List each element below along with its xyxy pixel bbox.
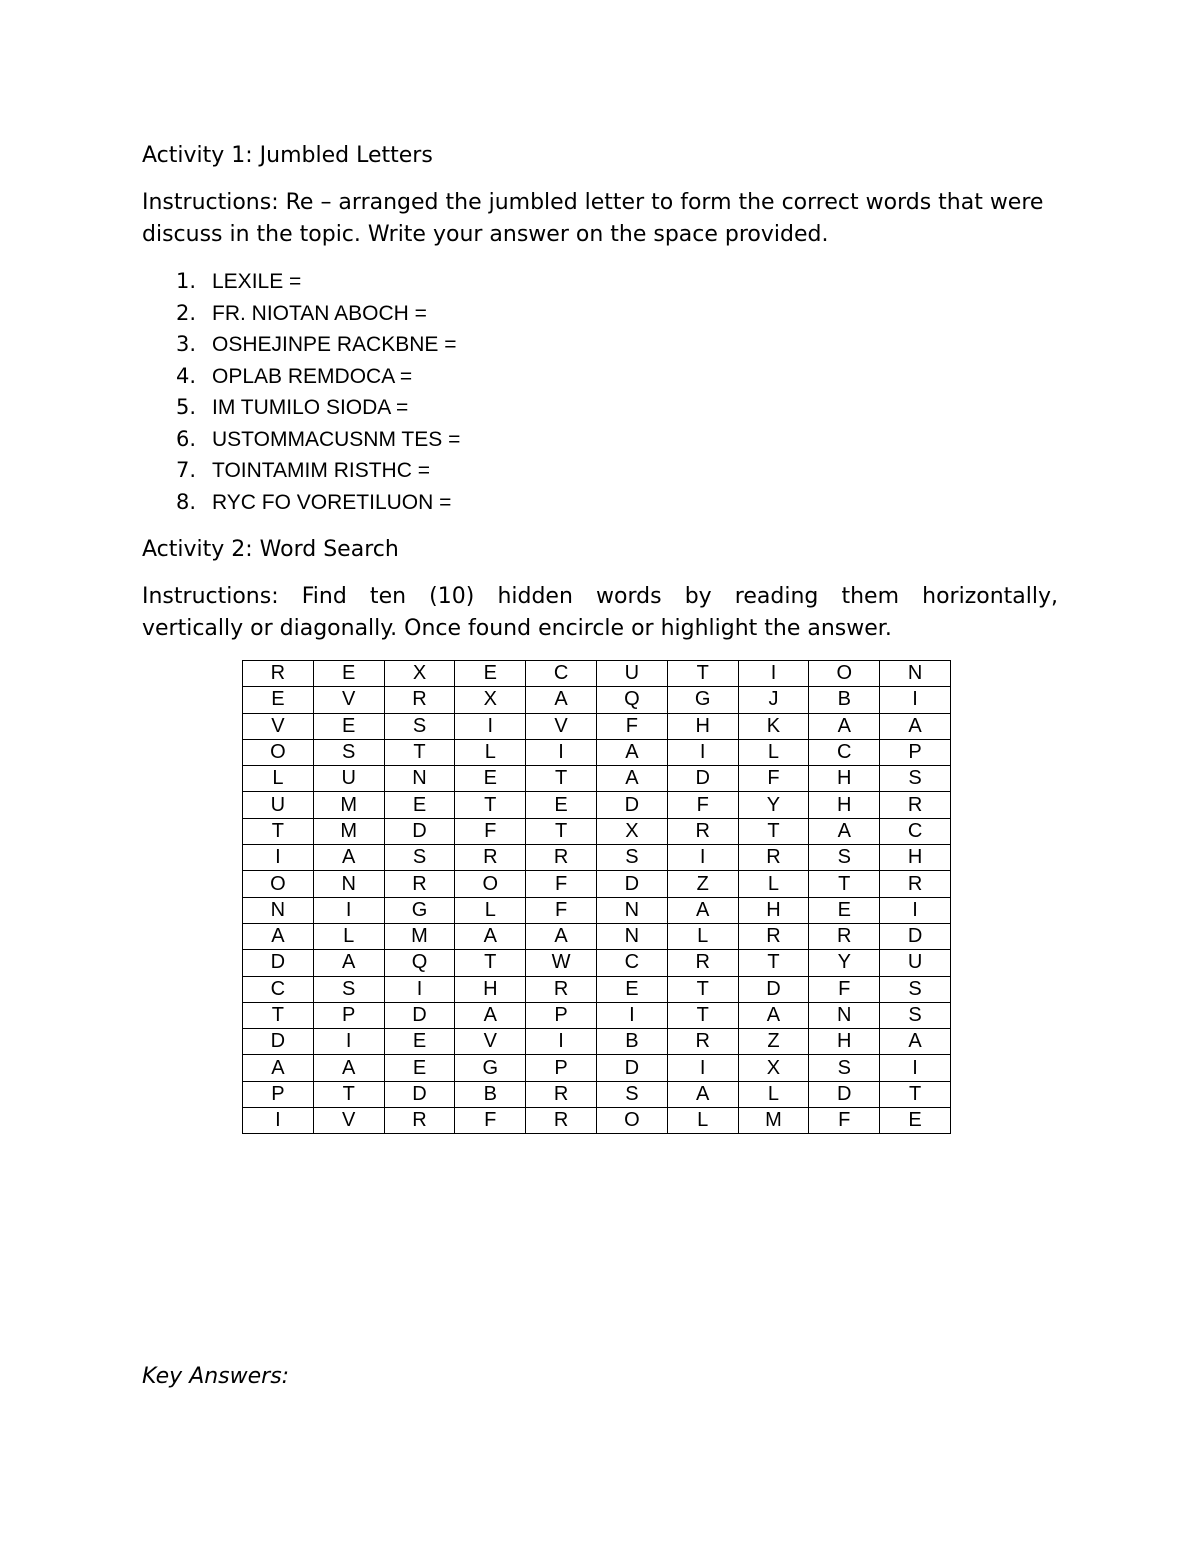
- grid-cell[interactable]: L: [455, 739, 526, 765]
- grid-cell[interactable]: A: [526, 923, 597, 949]
- grid-cell[interactable]: T: [667, 976, 738, 1002]
- grid-cell[interactable]: U: [313, 766, 384, 792]
- jumbled-word-text: TOINTAMIM RISTHC =: [212, 459, 430, 482]
- grid-cell[interactable]: V: [243, 713, 314, 739]
- grid-cell[interactable]: U: [243, 792, 314, 818]
- grid-cell[interactable]: A: [880, 1029, 951, 1055]
- activity-2-instructions-line-2: vertically or diagonally. Once found encircle or highlight the answer.: [142, 616, 892, 641]
- grid-cell[interactable]: C: [596, 950, 667, 976]
- grid-cell[interactable]: R: [526, 845, 597, 871]
- grid-cell[interactable]: T: [313, 1081, 384, 1107]
- grid-cell[interactable]: F: [455, 1108, 526, 1134]
- grid-cell[interactable]: A: [880, 713, 951, 739]
- grid-row: [243, 976, 951, 1002]
- word-search-grid: [242, 660, 951, 1134]
- grid-cell[interactable]: H: [809, 1029, 880, 1055]
- grid-row: [243, 1029, 951, 1055]
- grid-cell[interactable]: R: [667, 1029, 738, 1055]
- grid-cell[interactable]: H: [455, 976, 526, 1002]
- activity-1-instructions: Instructions: Re – arranged the jumbled letter to form the correct words that were discuss in the topic. Write your answer on the space provided.: [142, 190, 1044, 247]
- grid-cell[interactable]: A: [809, 818, 880, 844]
- grid-row: [243, 923, 951, 949]
- grid-cell[interactable]: D: [243, 950, 314, 976]
- grid-cell[interactable]: S: [313, 976, 384, 1002]
- grid-cell[interactable]: O: [243, 739, 314, 765]
- grid-cell[interactable]: R: [738, 845, 809, 871]
- grid-row: [243, 1002, 951, 1028]
- grid-cell[interactable]: D: [667, 766, 738, 792]
- grid-cell[interactable]: I: [526, 1029, 597, 1055]
- grid-cell[interactable]: T: [455, 792, 526, 818]
- grid-cell[interactable]: F: [596, 713, 667, 739]
- grid-cell[interactable]: P: [526, 1055, 597, 1081]
- grid-cell[interactable]: R: [667, 950, 738, 976]
- grid-cell[interactable]: R: [455, 845, 526, 871]
- grid-cell[interactable]: S: [880, 976, 951, 1002]
- grid-cell[interactable]: T: [667, 661, 738, 687]
- grid-cell[interactable]: F: [455, 818, 526, 844]
- grid-cell[interactable]: E: [455, 661, 526, 687]
- jumbled-word-text: LEXILE =: [212, 270, 302, 293]
- jumbled-word-text: USTOMMACUSNM TES =: [212, 427, 461, 451]
- grid-cell[interactable]: D: [596, 792, 667, 818]
- grid-cell[interactable]: G: [667, 687, 738, 713]
- grid-cell[interactable]: L: [313, 923, 384, 949]
- grid-cell[interactable]: D: [384, 1081, 455, 1107]
- grid-cell[interactable]: S: [880, 766, 951, 792]
- grid-cell[interactable]: C: [880, 818, 951, 844]
- grid-cell[interactable]: Z: [738, 1029, 809, 1055]
- grid-cell[interactable]: T: [667, 1002, 738, 1028]
- grid-cell[interactable]: I: [667, 845, 738, 871]
- grid-cell[interactable]: T: [526, 818, 597, 844]
- jumbled-word-number: 7.: [176, 458, 197, 482]
- jumbled-word-item: [142, 487, 460, 519]
- activity-2-instructions: [142, 581, 1058, 645]
- grid-cell[interactable]: X: [738, 1055, 809, 1081]
- grid-cell[interactable]: O: [809, 661, 880, 687]
- grid-cell[interactable]: H: [809, 766, 880, 792]
- grid-cell[interactable]: H: [809, 792, 880, 818]
- grid-cell[interactable]: T: [738, 950, 809, 976]
- jumbled-word-text: OPLAB REMDOCA =: [212, 364, 413, 388]
- grid-cell[interactable]: H: [880, 845, 951, 871]
- jumbled-words-list: [142, 266, 460, 518]
- jumbled-word-text: RYC FO VORETILUON =: [212, 490, 452, 514]
- grid-cell[interactable]: N: [243, 897, 314, 923]
- grid-cell[interactable]: E: [243, 687, 314, 713]
- grid-cell[interactable]: F: [738, 766, 809, 792]
- grid-cell[interactable]: T: [384, 739, 455, 765]
- jumbled-word-text: FR. NIOTAN ABOCH =: [212, 301, 427, 325]
- grid-cell[interactable]: E: [384, 1055, 455, 1081]
- grid-row: [243, 1081, 951, 1107]
- grid-row: [243, 897, 951, 923]
- grid-cell[interactable]: N: [313, 871, 384, 897]
- jumbled-word-item: [142, 424, 460, 456]
- grid-cell[interactable]: I: [384, 976, 455, 1002]
- grid-cell[interactable]: V: [455, 1029, 526, 1055]
- grid-cell[interactable]: E: [596, 976, 667, 1002]
- grid-cell[interactable]: S: [596, 845, 667, 871]
- grid-cell[interactable]: T: [243, 818, 314, 844]
- grid-cell[interactable]: T: [809, 871, 880, 897]
- grid-cell[interactable]: I: [880, 1055, 951, 1081]
- activity-1-title: Activity 1: Jumbled Letters: [142, 143, 433, 168]
- grid-cell[interactable]: I: [455, 713, 526, 739]
- grid-cell[interactable]: V: [526, 713, 597, 739]
- grid-cell[interactable]: M: [313, 818, 384, 844]
- grid-cell[interactable]: C: [243, 976, 314, 1002]
- grid-cell[interactable]: G: [455, 1055, 526, 1081]
- grid-cell[interactable]: E: [313, 713, 384, 739]
- grid-cell[interactable]: I: [313, 897, 384, 923]
- grid-cell[interactable]: S: [384, 713, 455, 739]
- grid-cell[interactable]: L: [738, 739, 809, 765]
- grid-cell[interactable]: Z: [667, 871, 738, 897]
- grid-cell[interactable]: I: [738, 661, 809, 687]
- jumbled-word-item: [142, 392, 460, 424]
- grid-cell[interactable]: I: [243, 845, 314, 871]
- grid-cell[interactable]: T: [526, 766, 597, 792]
- grid-cell[interactable]: X: [384, 661, 455, 687]
- grid-cell[interactable]: N: [880, 661, 951, 687]
- grid-cell[interactable]: H: [667, 713, 738, 739]
- grid-cell[interactable]: L: [667, 923, 738, 949]
- grid-cell[interactable]: D: [880, 923, 951, 949]
- grid-cell[interactable]: G: [384, 897, 455, 923]
- grid-cell[interactable]: C: [809, 739, 880, 765]
- jumbled-word-item: [142, 266, 460, 298]
- jumbled-word-number: 1.: [176, 269, 197, 293]
- grid-cell[interactable]: T: [243, 1002, 314, 1028]
- grid-cell[interactable]: K: [738, 713, 809, 739]
- grid-cell[interactable]: T: [880, 1081, 951, 1107]
- grid-cell[interactable]: B: [596, 1029, 667, 1055]
- grid-row: [243, 766, 951, 792]
- jumbled-word-text: IM TUMILO SIODA =: [212, 396, 409, 419]
- grid-cell[interactable]: H: [738, 897, 809, 923]
- grid-cell[interactable]: E: [526, 792, 597, 818]
- jumbled-word-number: 2.: [176, 300, 197, 325]
- grid-cell[interactable]: S: [809, 845, 880, 871]
- grid-cell[interactable]: E: [809, 897, 880, 923]
- jumbled-word-item: [142, 455, 460, 487]
- grid-cell[interactable]: E: [880, 1108, 951, 1134]
- grid-cell[interactable]: X: [596, 818, 667, 844]
- jumbled-word-number: 6.: [176, 426, 197, 451]
- jumbled-word-text: OSHEJINPE RACKBNE =: [212, 333, 457, 356]
- grid-row: [243, 845, 951, 871]
- grid-row: [243, 739, 951, 765]
- grid-cell[interactable]: I: [313, 1029, 384, 1055]
- jumbled-word-number: 5.: [176, 395, 197, 419]
- grid-cell[interactable]: N: [809, 1002, 880, 1028]
- grid-cell[interactable]: A: [313, 950, 384, 976]
- grid-cell[interactable]: A: [738, 1002, 809, 1028]
- grid-cell[interactable]: R: [667, 818, 738, 844]
- grid-row: [243, 687, 951, 713]
- grid-cell[interactable]: Q: [384, 950, 455, 976]
- grid-cell[interactable]: S: [384, 845, 455, 871]
- grid-cell[interactable]: P: [313, 1002, 384, 1028]
- grid-cell[interactable]: S: [880, 1002, 951, 1028]
- grid-cell[interactable]: I: [596, 1002, 667, 1028]
- grid-row: [243, 950, 951, 976]
- grid-cell[interactable]: O: [455, 871, 526, 897]
- grid-cell[interactable]: A: [243, 1055, 314, 1081]
- grid-cell[interactable]: P: [880, 739, 951, 765]
- grid-cell[interactable]: S: [313, 739, 384, 765]
- grid-row: [243, 661, 951, 687]
- grid-cell[interactable]: N: [596, 923, 667, 949]
- grid-cell[interactable]: P: [526, 1002, 597, 1028]
- grid-cell[interactable]: A: [313, 845, 384, 871]
- grid-cell[interactable]: F: [526, 871, 597, 897]
- grid-cell[interactable]: D: [596, 871, 667, 897]
- grid-cell[interactable]: E: [384, 1029, 455, 1055]
- grid-cell[interactable]: B: [455, 1081, 526, 1107]
- grid-cell[interactable]: P: [243, 1081, 314, 1107]
- grid-cell[interactable]: R: [526, 976, 597, 1002]
- grid-cell[interactable]: M: [738, 1108, 809, 1134]
- grid-cell[interactable]: E: [313, 661, 384, 687]
- grid-cell[interactable]: F: [667, 792, 738, 818]
- jumbled-word-item: [142, 298, 460, 330]
- grid-row: [243, 818, 951, 844]
- grid-cell[interactable]: R: [526, 1108, 597, 1134]
- grid-cell[interactable]: F: [809, 976, 880, 1002]
- grid-cell[interactable]: I: [243, 1108, 314, 1134]
- grid-cell[interactable]: D: [596, 1055, 667, 1081]
- grid-cell[interactable]: D: [243, 1029, 314, 1055]
- grid-cell[interactable]: A: [313, 1055, 384, 1081]
- jumbled-word-number: 4.: [176, 363, 197, 388]
- grid-cell[interactable]: U: [596, 661, 667, 687]
- grid-cell[interactable]: Q: [596, 687, 667, 713]
- activity-2-title: Activity 2: Word Search: [142, 537, 399, 562]
- grid-cell[interactable]: A: [455, 1002, 526, 1028]
- activity-2-instructions-line-1: Instructions: Find ten (10) hidden words by reading them horizontally,: [142, 584, 1058, 609]
- grid-cell[interactable]: T: [738, 818, 809, 844]
- grid-cell[interactable]: C: [526, 661, 597, 687]
- grid-cell[interactable]: T: [455, 950, 526, 976]
- grid-cell[interactable]: D: [738, 976, 809, 1002]
- grid-cell[interactable]: L: [667, 1108, 738, 1134]
- grid-cell[interactable]: N: [596, 897, 667, 923]
- grid-cell[interactable]: R: [738, 923, 809, 949]
- grid-cell[interactable]: O: [596, 1108, 667, 1134]
- grid-cell[interactable]: R: [880, 871, 951, 897]
- grid-cell[interactable]: L: [738, 1081, 809, 1107]
- grid-cell[interactable]: R: [526, 1081, 597, 1107]
- grid-cell[interactable]: B: [809, 687, 880, 713]
- grid-cell[interactable]: I: [880, 897, 951, 923]
- grid-cell[interactable]: V: [313, 1108, 384, 1134]
- grid-row: [243, 1055, 951, 1081]
- grid-cell[interactable]: A: [809, 713, 880, 739]
- grid-cell[interactable]: M: [384, 923, 455, 949]
- grid-row: [243, 871, 951, 897]
- grid-cell[interactable]: A: [596, 766, 667, 792]
- grid-cell[interactable]: N: [384, 766, 455, 792]
- grid-cell[interactable]: R: [384, 687, 455, 713]
- grid-cell[interactable]: E: [384, 792, 455, 818]
- jumbled-word-number: 8.: [176, 489, 197, 514]
- jumbled-word-item: [142, 361, 460, 393]
- grid-cell[interactable]: R: [880, 792, 951, 818]
- grid-cell[interactable]: S: [809, 1055, 880, 1081]
- grid-cell[interactable]: A: [455, 923, 526, 949]
- jumbled-word-number: 3.: [176, 332, 197, 356]
- grid-cell[interactable]: R: [384, 1108, 455, 1134]
- grid-cell[interactable]: L: [243, 766, 314, 792]
- grid-cell[interactable]: E: [455, 766, 526, 792]
- grid-cell[interactable]: I: [667, 739, 738, 765]
- grid-cell[interactable]: A: [667, 897, 738, 923]
- grid-cell[interactable]: W: [526, 950, 597, 976]
- key-answers-label: Key Answers:: [142, 1364, 290, 1389]
- grid-cell[interactable]: D: [384, 1002, 455, 1028]
- grid-cell[interactable]: D: [809, 1081, 880, 1107]
- grid-cell[interactable]: R: [384, 871, 455, 897]
- grid-cell[interactable]: J: [738, 687, 809, 713]
- grid-cell[interactable]: R: [809, 923, 880, 949]
- grid-cell[interactable]: M: [313, 792, 384, 818]
- grid-cell[interactable]: A: [596, 739, 667, 765]
- grid-cell[interactable]: Y: [809, 950, 880, 976]
- grid-row: [243, 1108, 951, 1134]
- grid-cell[interactable]: F: [809, 1108, 880, 1134]
- grid-cell[interactable]: A: [243, 923, 314, 949]
- grid-cell[interactable]: Y: [738, 792, 809, 818]
- grid-cell[interactable]: V: [313, 687, 384, 713]
- jumbled-word-item: [142, 329, 460, 361]
- grid-cell[interactable]: D: [384, 818, 455, 844]
- grid-cell[interactable]: A: [667, 1081, 738, 1107]
- grid-cell[interactable]: A: [526, 687, 597, 713]
- grid-cell[interactable]: R: [243, 661, 314, 687]
- grid-cell[interactable]: I: [526, 739, 597, 765]
- grid-cell[interactable]: S: [596, 1081, 667, 1107]
- grid-row: [243, 713, 951, 739]
- grid-cell[interactable]: O: [243, 871, 314, 897]
- grid-cell[interactable]: I: [880, 687, 951, 713]
- grid-cell[interactable]: X: [455, 687, 526, 713]
- grid-cell[interactable]: F: [526, 897, 597, 923]
- grid-cell[interactable]: U: [880, 950, 951, 976]
- grid-cell[interactable]: I: [667, 1055, 738, 1081]
- grid-cell[interactable]: L: [738, 871, 809, 897]
- grid-row: [243, 792, 951, 818]
- grid-cell[interactable]: L: [455, 897, 526, 923]
